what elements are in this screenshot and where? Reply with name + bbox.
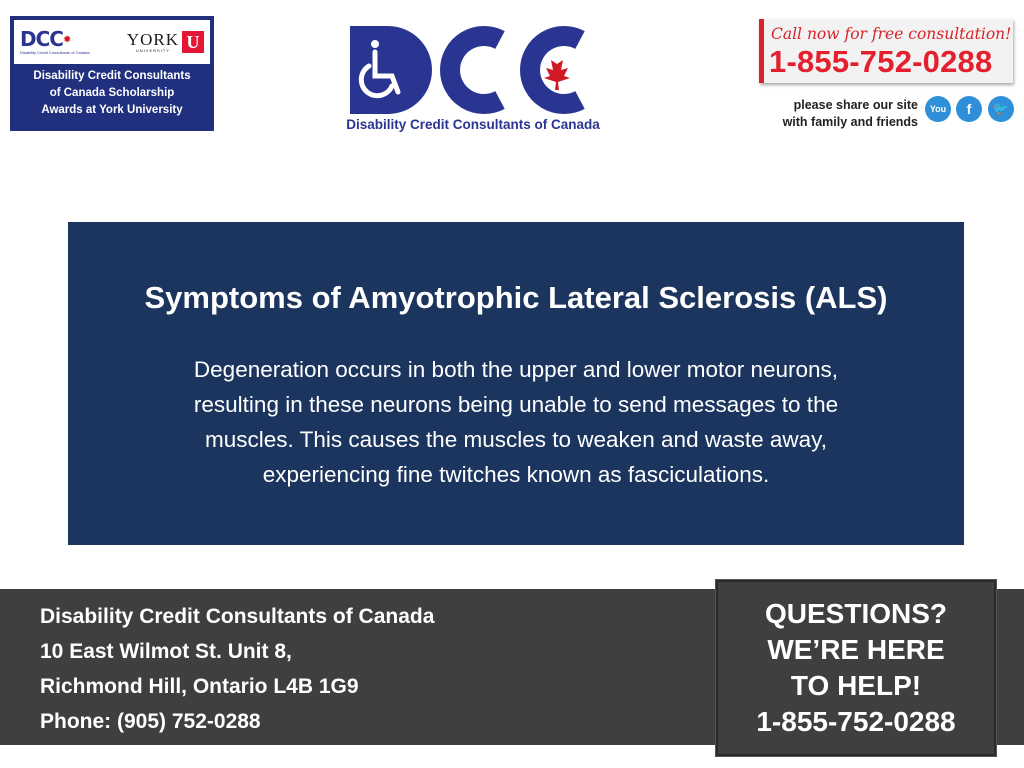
share-line-2: with family and friends (782, 115, 918, 129)
content-panel (68, 222, 964, 545)
logo-letter-c1 (450, 36, 500, 104)
call-tagline: Call now for free consultation! (771, 25, 1012, 43)
share-line-1: please share our site (793, 98, 918, 112)
share-text (752, 97, 918, 131)
york-u-mark: U (182, 31, 204, 53)
facebook-icon[interactable]: f (956, 96, 982, 122)
panel-body-line-4: experiencing fine twitches known as fasciculations. (262, 462, 770, 487)
mini-dcc-mark (20, 26, 71, 51)
call-now-box[interactable] (759, 19, 1013, 83)
york-sub: UNIVERSITY (135, 48, 170, 53)
twitter-icon[interactable]: 🐦 (988, 96, 1014, 122)
scholarship-badge[interactable] (10, 16, 214, 131)
badge-text (14, 68, 210, 119)
panel-title: Symptoms of Amyotrophic Lateral Sclerosis (ALS) (144, 280, 888, 315)
maple-leaf-icon: ✹ (62, 34, 71, 46)
footer-company: Disability Credit Consultants of Canada (40, 605, 435, 628)
panel-body (108, 352, 924, 492)
mini-dcc-caption: Disability Credit Consultants of Canada (20, 50, 90, 56)
help-line-3: TO HELP! (790, 670, 922, 701)
dcc-main-logo[interactable] (312, 20, 634, 138)
youtube-icon[interactable]: You (925, 96, 951, 122)
footer-phone[interactable]: Phone: (905) 752-0288 (40, 710, 261, 733)
panel-body-line-2: resulting in these neurons being unable to send messages to the (193, 392, 839, 417)
panel-body-line-3: muscles. This causes the muscles to weaken and waste away, (205, 427, 827, 452)
help-line-1: QUESTIONS? (764, 598, 947, 629)
badge-line-1: Disability Credit Consultants (33, 70, 191, 82)
badge-logos (14, 20, 210, 64)
maple-leaf-icon (544, 54, 570, 90)
york-word: YORK (126, 30, 179, 49)
help-box[interactable] (716, 580, 996, 756)
call-accent-strip (759, 19, 764, 83)
badge-line-3: Awards at York University (41, 104, 183, 116)
footer-contact (40, 599, 434, 739)
dcc-logo-mark (350, 20, 600, 116)
york-university-logo (127, 31, 204, 53)
call-phone-number[interactable]: 1-855-752-0288 (769, 44, 993, 79)
logo-company-name: Disability Credit Consultants of Canada (346, 117, 600, 132)
panel-body-line-1: Degeneration occurs in both the upper and lower motor neurons, (193, 357, 839, 382)
help-phone-number[interactable]: 1-855-752-0288 (756, 706, 956, 737)
mini-dcc-logo (20, 26, 90, 56)
badge-line-2: of Canada Scholarship (49, 87, 175, 99)
help-line-2: WE’RE HERE (767, 634, 945, 665)
mini-dcc-text: DCC (20, 26, 63, 51)
footer-address-2: Richmond Hill, Ontario L4B 1G9 (40, 675, 359, 698)
footer-address-1: 10 East Wilmot St. Unit 8, (40, 640, 292, 663)
